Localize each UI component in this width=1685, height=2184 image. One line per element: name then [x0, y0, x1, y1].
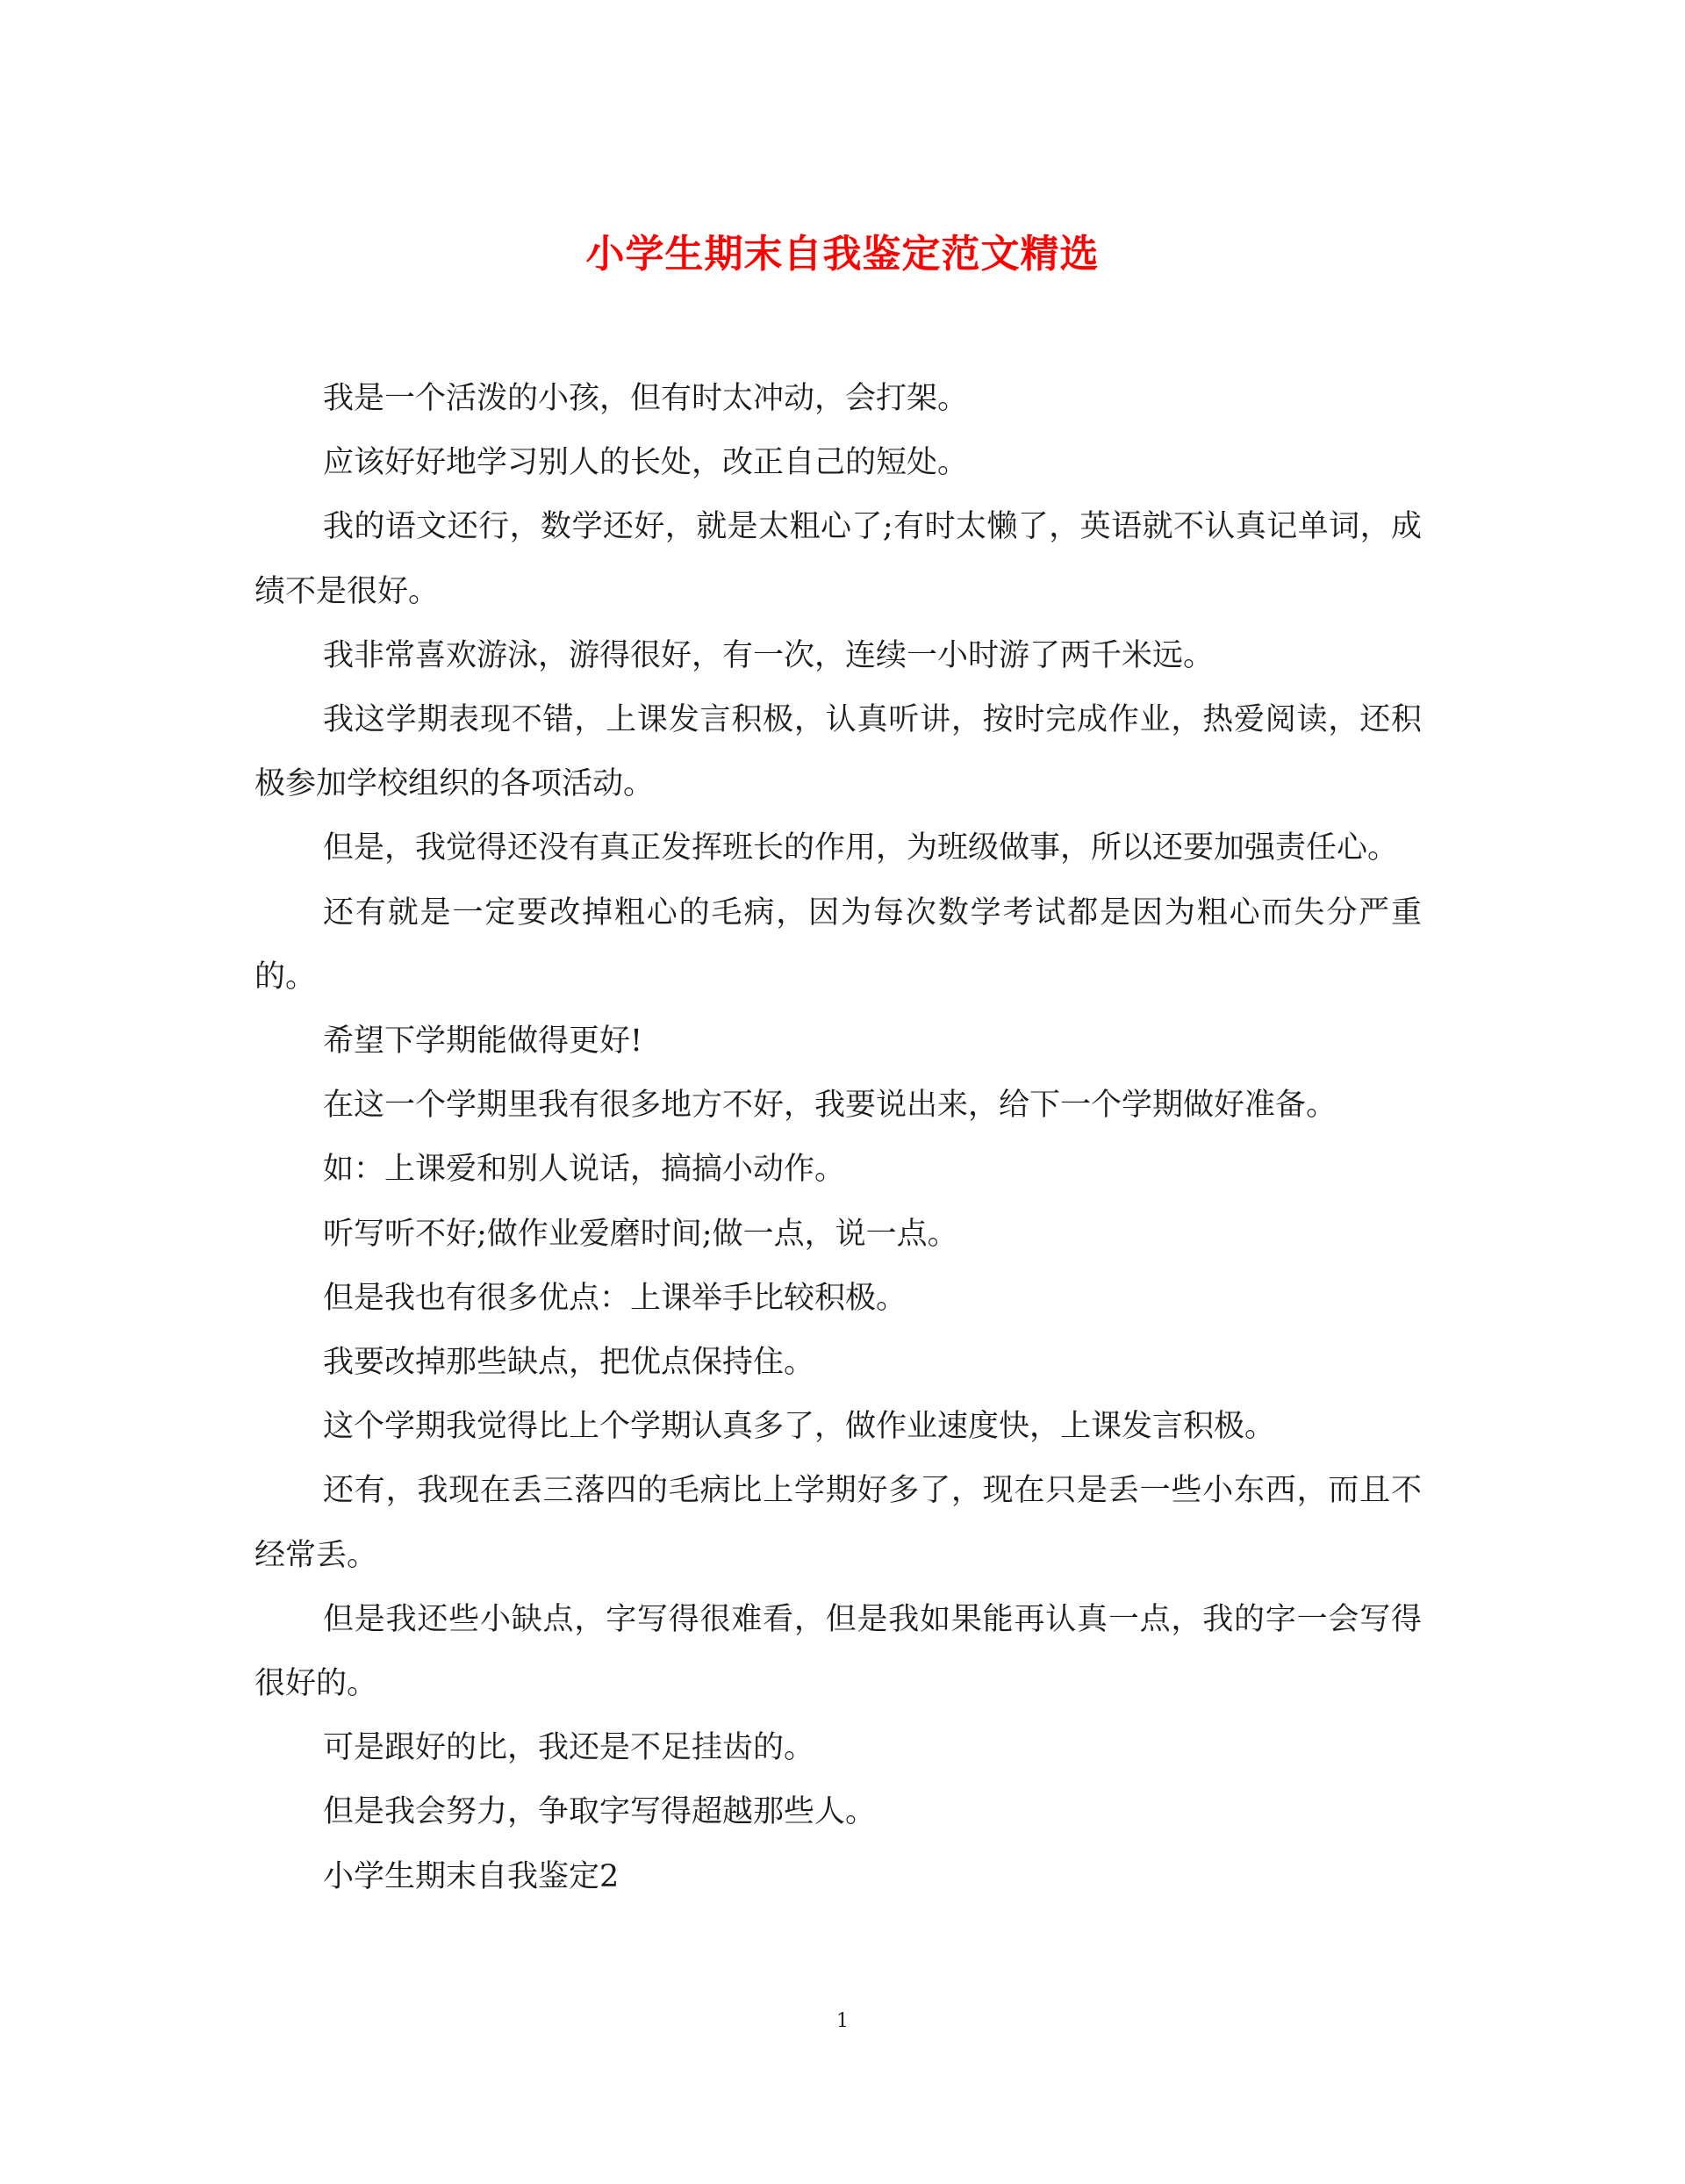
section-heading: 小学生期末自我鉴定2: [323, 1858, 620, 1894]
paragraph: 我要改掉那些缺点，把优点保持住。: [323, 1345, 815, 1381]
paragraph: 在这一个学期里我有很多地方不好，我要说出来，给下一个学期做好准备。: [323, 1088, 1337, 1124]
paragraph: 希望下学期能做得更好!: [323, 1024, 643, 1060]
paragraph: 听写听不好;做作业爱磨时间;做一点，说一点。: [323, 1216, 958, 1252]
paragraph: 我的语文还行，数学还好，就是太粗心了;有时太懒了，英语就不认真记单词，成绩不是很好。: [255, 509, 1422, 609]
paragraph: 但是我会努力，争取字写得超越那些人。: [323, 1794, 877, 1830]
paragraph: 但是我还些小缺点，字写得很难看，但是我如果能再认真一点，我的字一会写得很好的。: [255, 1601, 1422, 1702]
paragraph: 如：上课爱和别人说话，搞搞小动作。: [323, 1152, 846, 1188]
paragraph: 但是我也有很多优点：上课举手比较积极。: [323, 1280, 907, 1316]
document-title: 小学生期末自我鉴定范文精选: [585, 232, 1100, 277]
paragraph: 这个学期我觉得比上个学期认真多了，做作业速度快，上课发言积极。: [323, 1409, 1276, 1445]
document-body: [255, 367, 1422, 1909]
paragraph: 我是一个活泼的小孩，但有时太冲动，会打架。: [323, 381, 969, 416]
paragraph: 可是跟好的比，我还是不足挂齿的。: [323, 1730, 815, 1766]
page-number: 1: [836, 2010, 849, 2032]
paragraph: 但是，我觉得还没有真正发挥班长的作用，为班级做事，所以还要加强责任心。: [323, 830, 1399, 866]
paragraph: 我非常喜欢游泳，游得很好，有一次，连续一小时游了两千米远。: [323, 637, 1215, 673]
paragraph: 应该好好地学习别人的长处，改正自己的短处。: [323, 445, 969, 481]
paragraph: 还有就是一定要改掉粗心的毛病，因为每次数学考试都是因为粗心而失分严重的。: [255, 894, 1422, 995]
paragraph: 还有，我现在丢三落四的毛病比上学期好多了，现在只是丢一些小东西，而且不经常丢。: [255, 1473, 1422, 1573]
paragraph: 我这学期表现不错，上课发言积极，认真听讲，按时完成作业，热爱阅读，还积极参加学校组织的各项活动。: [255, 702, 1422, 802]
